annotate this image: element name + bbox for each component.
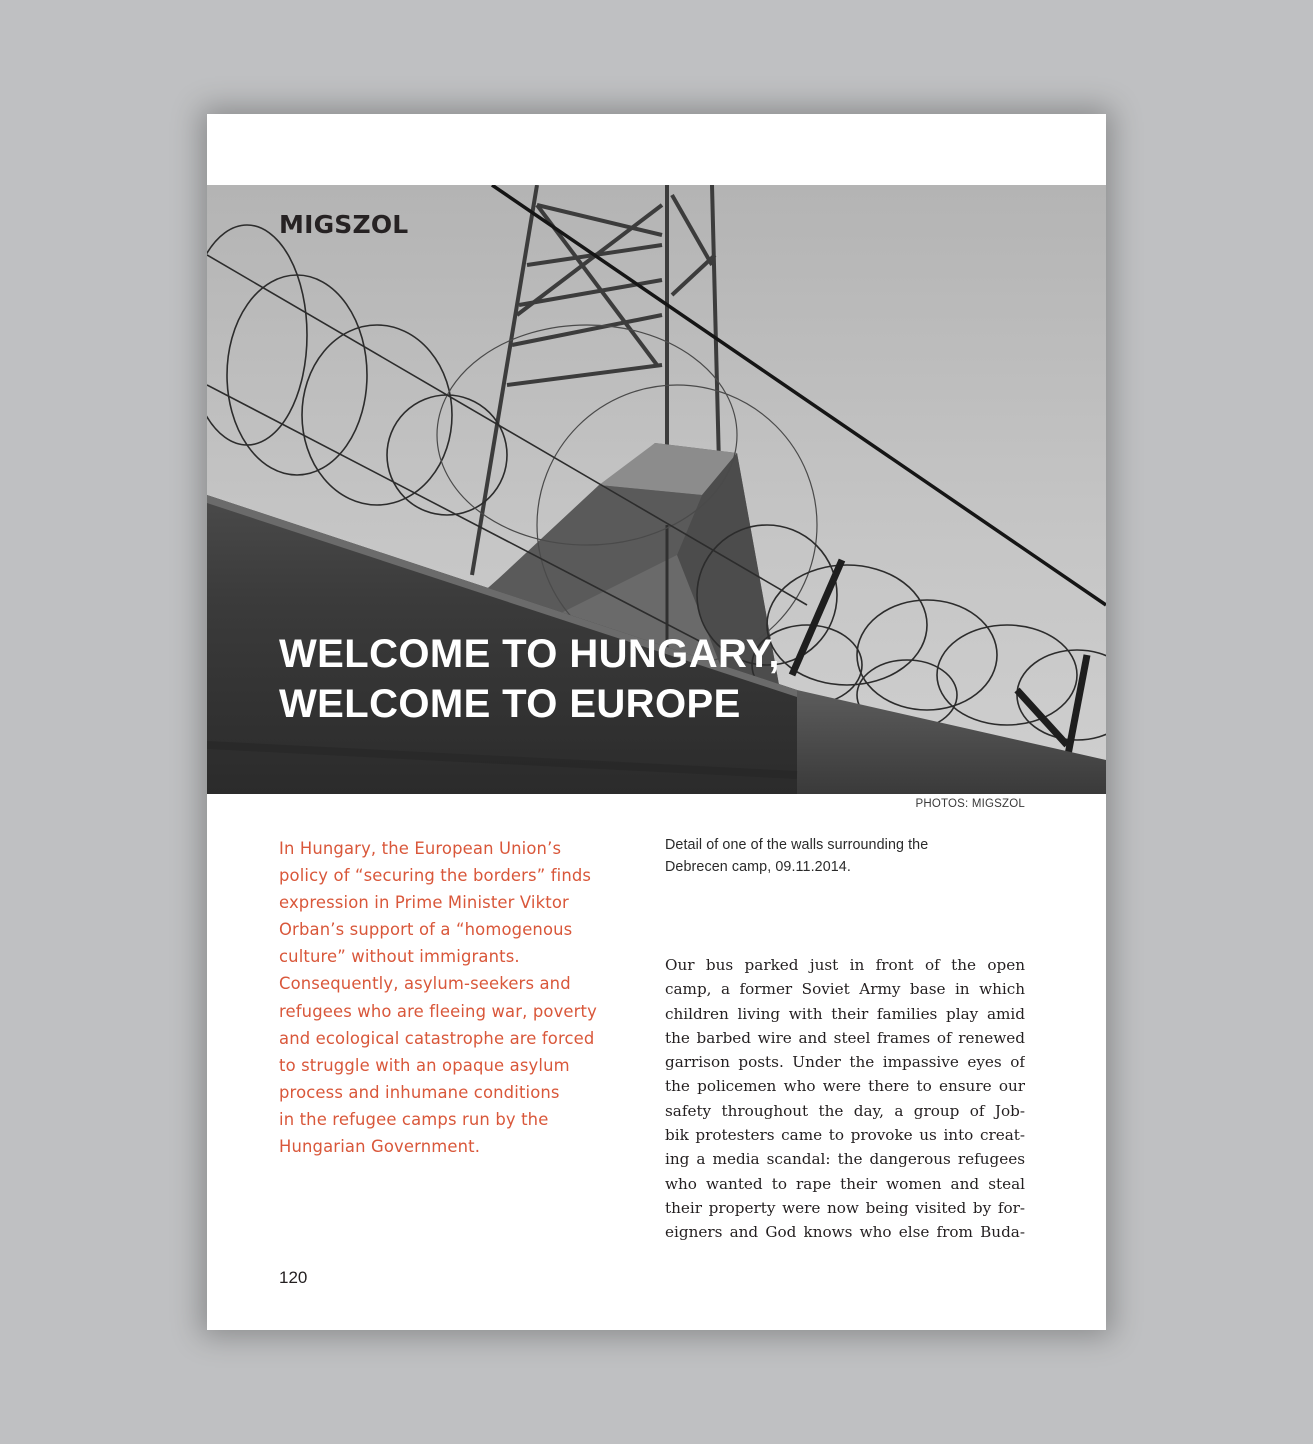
caption-line: Debrecen camp, 09.11.2014. xyxy=(665,859,851,875)
intro-line: to struggle with an opaque asylum xyxy=(279,1055,570,1075)
intro-line: In Hungary, the European Union’s xyxy=(279,839,562,858)
photo-credit: PHOTOS: MIGSZOL xyxy=(915,798,1025,810)
intro-line: culture” without immigrants. xyxy=(279,947,520,967)
page-number: 120 xyxy=(279,1268,308,1287)
intro-paragraph xyxy=(279,835,639,1160)
intro-line: Orban’s support of a “homogenous xyxy=(279,920,573,940)
caption-line: Detail of one of the walls surrounding the xyxy=(665,837,929,853)
body-line: the barbed wire and steel frames of renewed xyxy=(665,1028,1025,1047)
intro-line: process and inhumane conditions xyxy=(279,1082,560,1102)
article-headline xyxy=(279,629,780,729)
intro-line: expression in Prime Minister Viktor xyxy=(279,893,569,913)
body-line: who wanted to rape their women and steal xyxy=(665,1174,1025,1193)
body-line: ing a media scandal: the dangerous refugees xyxy=(665,1150,1025,1169)
intro-line: refugees who are fleeing war, poverty xyxy=(279,1001,597,1021)
intro-line: and ecological catastrophe are forced xyxy=(279,1028,595,1048)
magazine-page xyxy=(207,114,1106,1330)
body-line: their property were now being visited by for- xyxy=(665,1198,1025,1217)
body-line: Our bus parked just in front of the open xyxy=(665,956,1025,974)
headline-line-1: WELCOME TO HUNGARY, xyxy=(279,632,780,676)
body-line: the policemen who were there to ensure our xyxy=(665,1077,1025,1096)
body-line: eigners and God knows who else from Buda- xyxy=(665,1223,1025,1242)
body-line: bik protesters came to provoke us into creat- xyxy=(665,1126,1025,1145)
intro-line: in the refugee camps run by the xyxy=(279,1109,549,1129)
body-line: children living with their families play amid xyxy=(665,1004,1025,1023)
body-line: camp, a former Soviet Army base in which xyxy=(665,980,1025,999)
headline-line-2: WELCOME TO EUROPE xyxy=(279,682,741,726)
intro-line: policy of “securing the borders” finds xyxy=(279,866,592,886)
body-line: safety throughout the day, a group of Job- xyxy=(665,1101,1025,1120)
hero-photo xyxy=(207,185,1106,794)
photo-caption xyxy=(665,834,1035,878)
intro-line: Hungarian Government. xyxy=(279,1137,481,1157)
body-line: garrison posts. Under the impassive eyes of xyxy=(665,1053,1025,1072)
body-paragraph xyxy=(665,953,1025,1245)
brand-label: MIGSZOL xyxy=(279,210,409,239)
intro-line: Consequently, asylum-seekers and xyxy=(279,974,571,994)
